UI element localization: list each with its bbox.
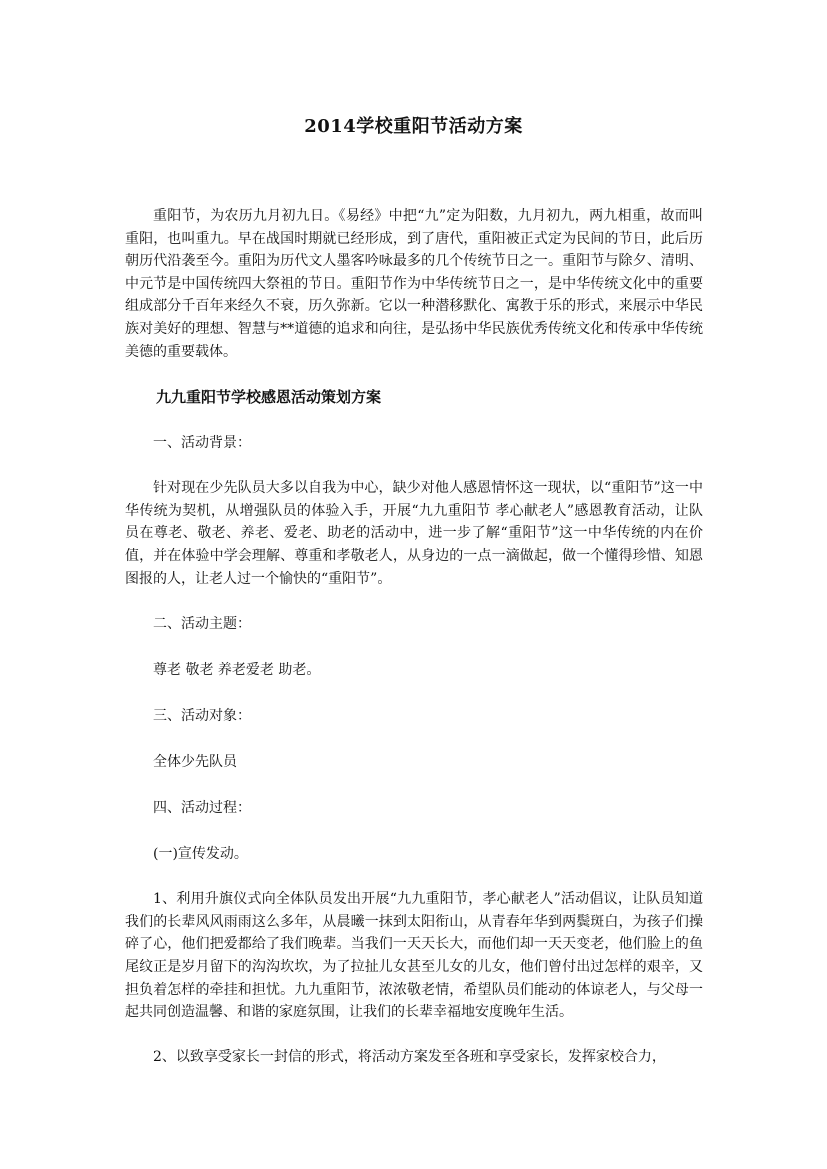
section-theme-heading: 二、活动主题：	[153, 616, 251, 633]
section-process-subheading: (一)宣传发动。	[153, 846, 248, 863]
section-background-body: 针对现在少先队员大多以自我为中心，缺少对他人感恩情怀这一现状，以“重阳节”这一中华传统为契机，从增强队员的体验入手，开展“九九重阳节 孝心献老人”感恩教育活动，让队员在尊老、敬老、养老、爱老、助老的活动中，进一步了解“重阳节”这一中华传统的内在价值，并在体验中学会理解、尊重和孝敬老人，从身边的一点一滴做起，做一个懂得珍惜、知恩图报的人，让老人过一个愉快的“重阳节”。	[125, 480, 703, 587]
section-target-body: 全体少先队员	[153, 754, 237, 771]
plan-subtitle: 九九重阳节学校感恩活动策划方案	[156, 388, 382, 407]
section-theme-body: 尊老 敬老 养老爱老 助老。	[153, 662, 321, 679]
section-background-heading: 一、活动背景：	[153, 435, 251, 452]
process-step-1: 1、利用升旗仪式向全体队员发出开展“九九重阳节，孝心献老人”活动倡议，让队员知道我们的长辈风风雨雨这么多年，从晨曦一抹到太阳衔山，从青春年华到两鬓斑白，为孩子们操碎了心，他们把爱都给了我们晚辈。当我们一天天长大，而他们却一天天变老，他们脸上的鱼尾纹正是岁月留下的沟沟坎坎，为了拉扯儿女甚至儿女的儿女，他们曾付出过怎样的艰辛，又担负着怎样的牵挂和担忧。九九重阳节，浓浓敬老情，希望队员们能动的体谅老人，与父母一起共同创造温馨、和谐的家庭氛围，让我们的长辈幸福地安度晚年生活。	[125, 891, 703, 1021]
document-body	[125, 205, 703, 1068]
intro-paragraph: 重阳节，为农历九月初九日。《易经》中把“九”定为阳数，九月初九，两九相重，故而叫重阳，也叫重九。早在战国时期就已经形成，到了唐代，重阳被正式定为民间的节日，此后历朝历代沿袭至今。重阳为历代文人墨客吟咏最多的几个传统节日之一。重阳节与除夕、清明、中元节是中国传统四大祭祖的节日。重阳节作为中华传统节日之一，是中华传统文化中的重要组成部分千百年来经久不衰，历久弥新。它以一种潜移默化、寓教于乐的形式，来展示中华民族对美好的理想、智慧与**道德的追求和向往，是弘扬中华民族优秀传统文化和传承中华传统美德的重要载体。	[125, 208, 703, 360]
section-target-heading: 三、活动对象：	[153, 708, 251, 725]
process-step-2: 2、以致享受家长一封信的形式，将活动方案发至各班和享受家长，发挥家校合力，	[153, 1048, 666, 1065]
document-title: 2014学校重阳节活动方案	[304, 116, 523, 137]
section-process-heading: 四、活动过程：	[153, 800, 251, 817]
